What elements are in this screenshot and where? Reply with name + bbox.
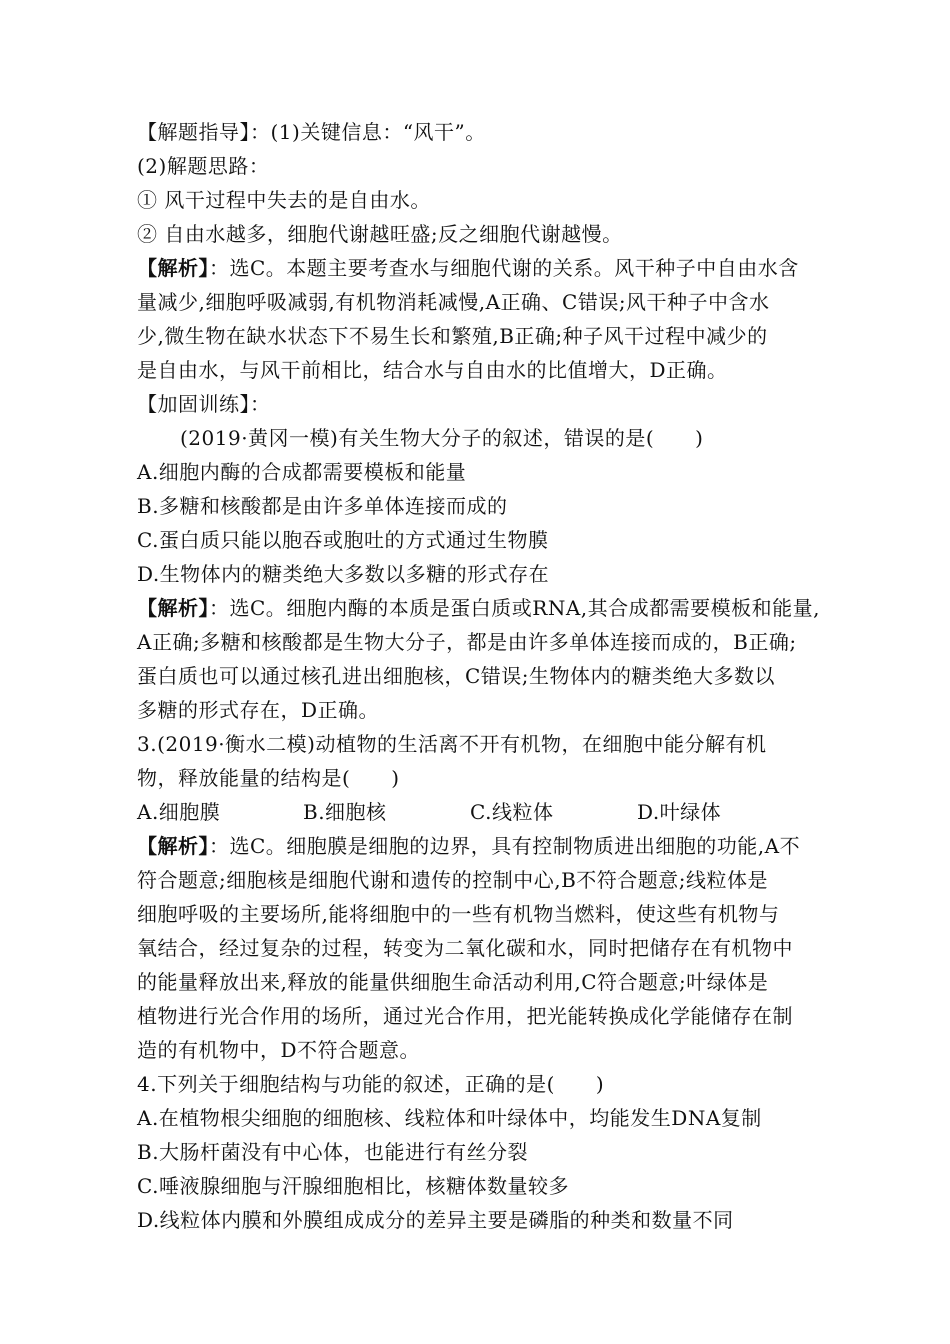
analysis-3-line-4: 氧结合，经过复杂的过程，转变为二氧化碳和水，同时把储存在有机物中: [137, 936, 793, 960]
analysis-3-line-2: 符合题意;细胞核是细胞代谢和遗传的控制中心,B不符合题意;线粒体是: [137, 868, 769, 892]
analysis-2-line-4: 多糖的形式存在，D正确。: [137, 698, 380, 722]
analysis-2-line-3: 蛋白质也可以通过核孔进出细胞核，C错误;生物体内的糖类绝大多数以: [137, 664, 776, 688]
question-2-stem: (2019·黄冈一模)有关生物大分子的叙述，错误的是( ): [180, 426, 704, 450]
question-3-option-d: D.叶绿体: [637, 800, 722, 824]
question-4-option-c: C.唾液腺细胞与汗腺细胞相比，核糖体数量较多: [137, 1174, 569, 1198]
question-4-option-a: A.在植物根尖细胞的细胞核、线粒体和叶绿体中，均能发生DNA复制: [137, 1106, 762, 1130]
analysis-1-line-3: 少,微生物在缺水状态下不易生长和繁殖,B正确;种子风干过程中减少的: [137, 324, 768, 348]
analysis-text: ：选C。本题主要考查水与细胞代谢的关系。风干种子中自由水含: [209, 256, 799, 280]
idea-point-2: ② 自由水越多，细胞代谢越旺盛;反之细胞代谢越慢。: [137, 222, 623, 246]
analysis-1-line-4: 是自由水，与风干前相比，结合水与自由水的比值增大，D正确。: [137, 358, 728, 382]
analysis-1-line-1: [137, 253, 857, 283]
reinforcement-heading: 【加固训练】：: [137, 392, 271, 416]
analysis-3-line-6: 植物进行光合作用的场所，通过光合作用，把光能转换成化学能储存在制: [137, 1004, 793, 1028]
question-4-stem: 4.下列关于细胞结构与功能的叙述，正确的是( ): [137, 1072, 605, 1096]
analysis-3-line-5: 的能量释放出来,释放的能量供细胞生命活动利用,C符合题意;叶绿体是: [137, 970, 769, 994]
solution-idea-heading: (2)解题思路：: [137, 154, 270, 178]
analysis-label: 【解析】: [137, 596, 209, 620]
analysis-2-line-2: A正确;多糖和核酸都是生物大分子，都是由许多单体连接而成的，B正确;: [137, 630, 797, 654]
question-3-option-c: C.线粒体: [470, 800, 554, 824]
question-4-option-d: D.线粒体内膜和外膜组成成分的差异主要是磷脂的种类和数量不同: [137, 1208, 734, 1232]
question-2-option-c: C.蛋白质只能以胞吞或胞吐的方式通过生物膜: [137, 528, 549, 552]
question-2-option-a: A.细胞内酶的合成都需要模板和能量: [137, 460, 467, 484]
analysis-label: 【解析】: [137, 256, 209, 280]
analysis-3-line-1: [137, 831, 857, 861]
analysis-3-line-7: 造的有机物中，D不符合题意。: [137, 1038, 421, 1062]
question-2-option-b: B.多糖和核酸都是由许多单体连接而成的: [137, 494, 508, 518]
question-3-option-b: B.细胞核: [303, 800, 387, 824]
analysis-text: ：选C。细胞膜是细胞的边界，具有控制物质进出细胞的功能,A不: [209, 834, 801, 858]
analysis-text: ：选C。细胞内酶的本质是蛋白质或RNA,其合成都需要模板和能量,: [209, 596, 821, 620]
analysis-1-line-2: 量减少,细胞呼吸减弱,有机物消耗减慢,A正确、C错误;风干种子中含水: [137, 290, 770, 314]
solution-guide-heading: 【解题指导】：(1)关键信息：“风干”。: [137, 120, 486, 144]
analysis-2-line-1: [137, 593, 857, 623]
question-3-stem-line-1: 3.(2019·衡水二模)动植物的生活离不开有机物，在细胞中能分解有机: [137, 732, 767, 756]
idea-point-1: ① 风干过程中失去的是自由水。: [137, 188, 431, 212]
analysis-label: 【解析】: [137, 834, 209, 858]
question-3-stem-line-2: 物，释放能量的结构是( ): [137, 766, 400, 790]
question-2-option-d: D.生物体内的糖类绝大多数以多糖的形式存在: [137, 562, 550, 586]
analysis-3-line-3: 细胞呼吸的主要场所,能将细胞中的一些有机物当燃料，使这些有机物与: [137, 902, 780, 926]
question-3-option-a: A.细胞膜: [137, 800, 221, 824]
question-4-option-b: B.大肠杆菌没有中心体，也能进行有丝分裂: [137, 1140, 529, 1164]
question-3-options: [137, 797, 857, 827]
